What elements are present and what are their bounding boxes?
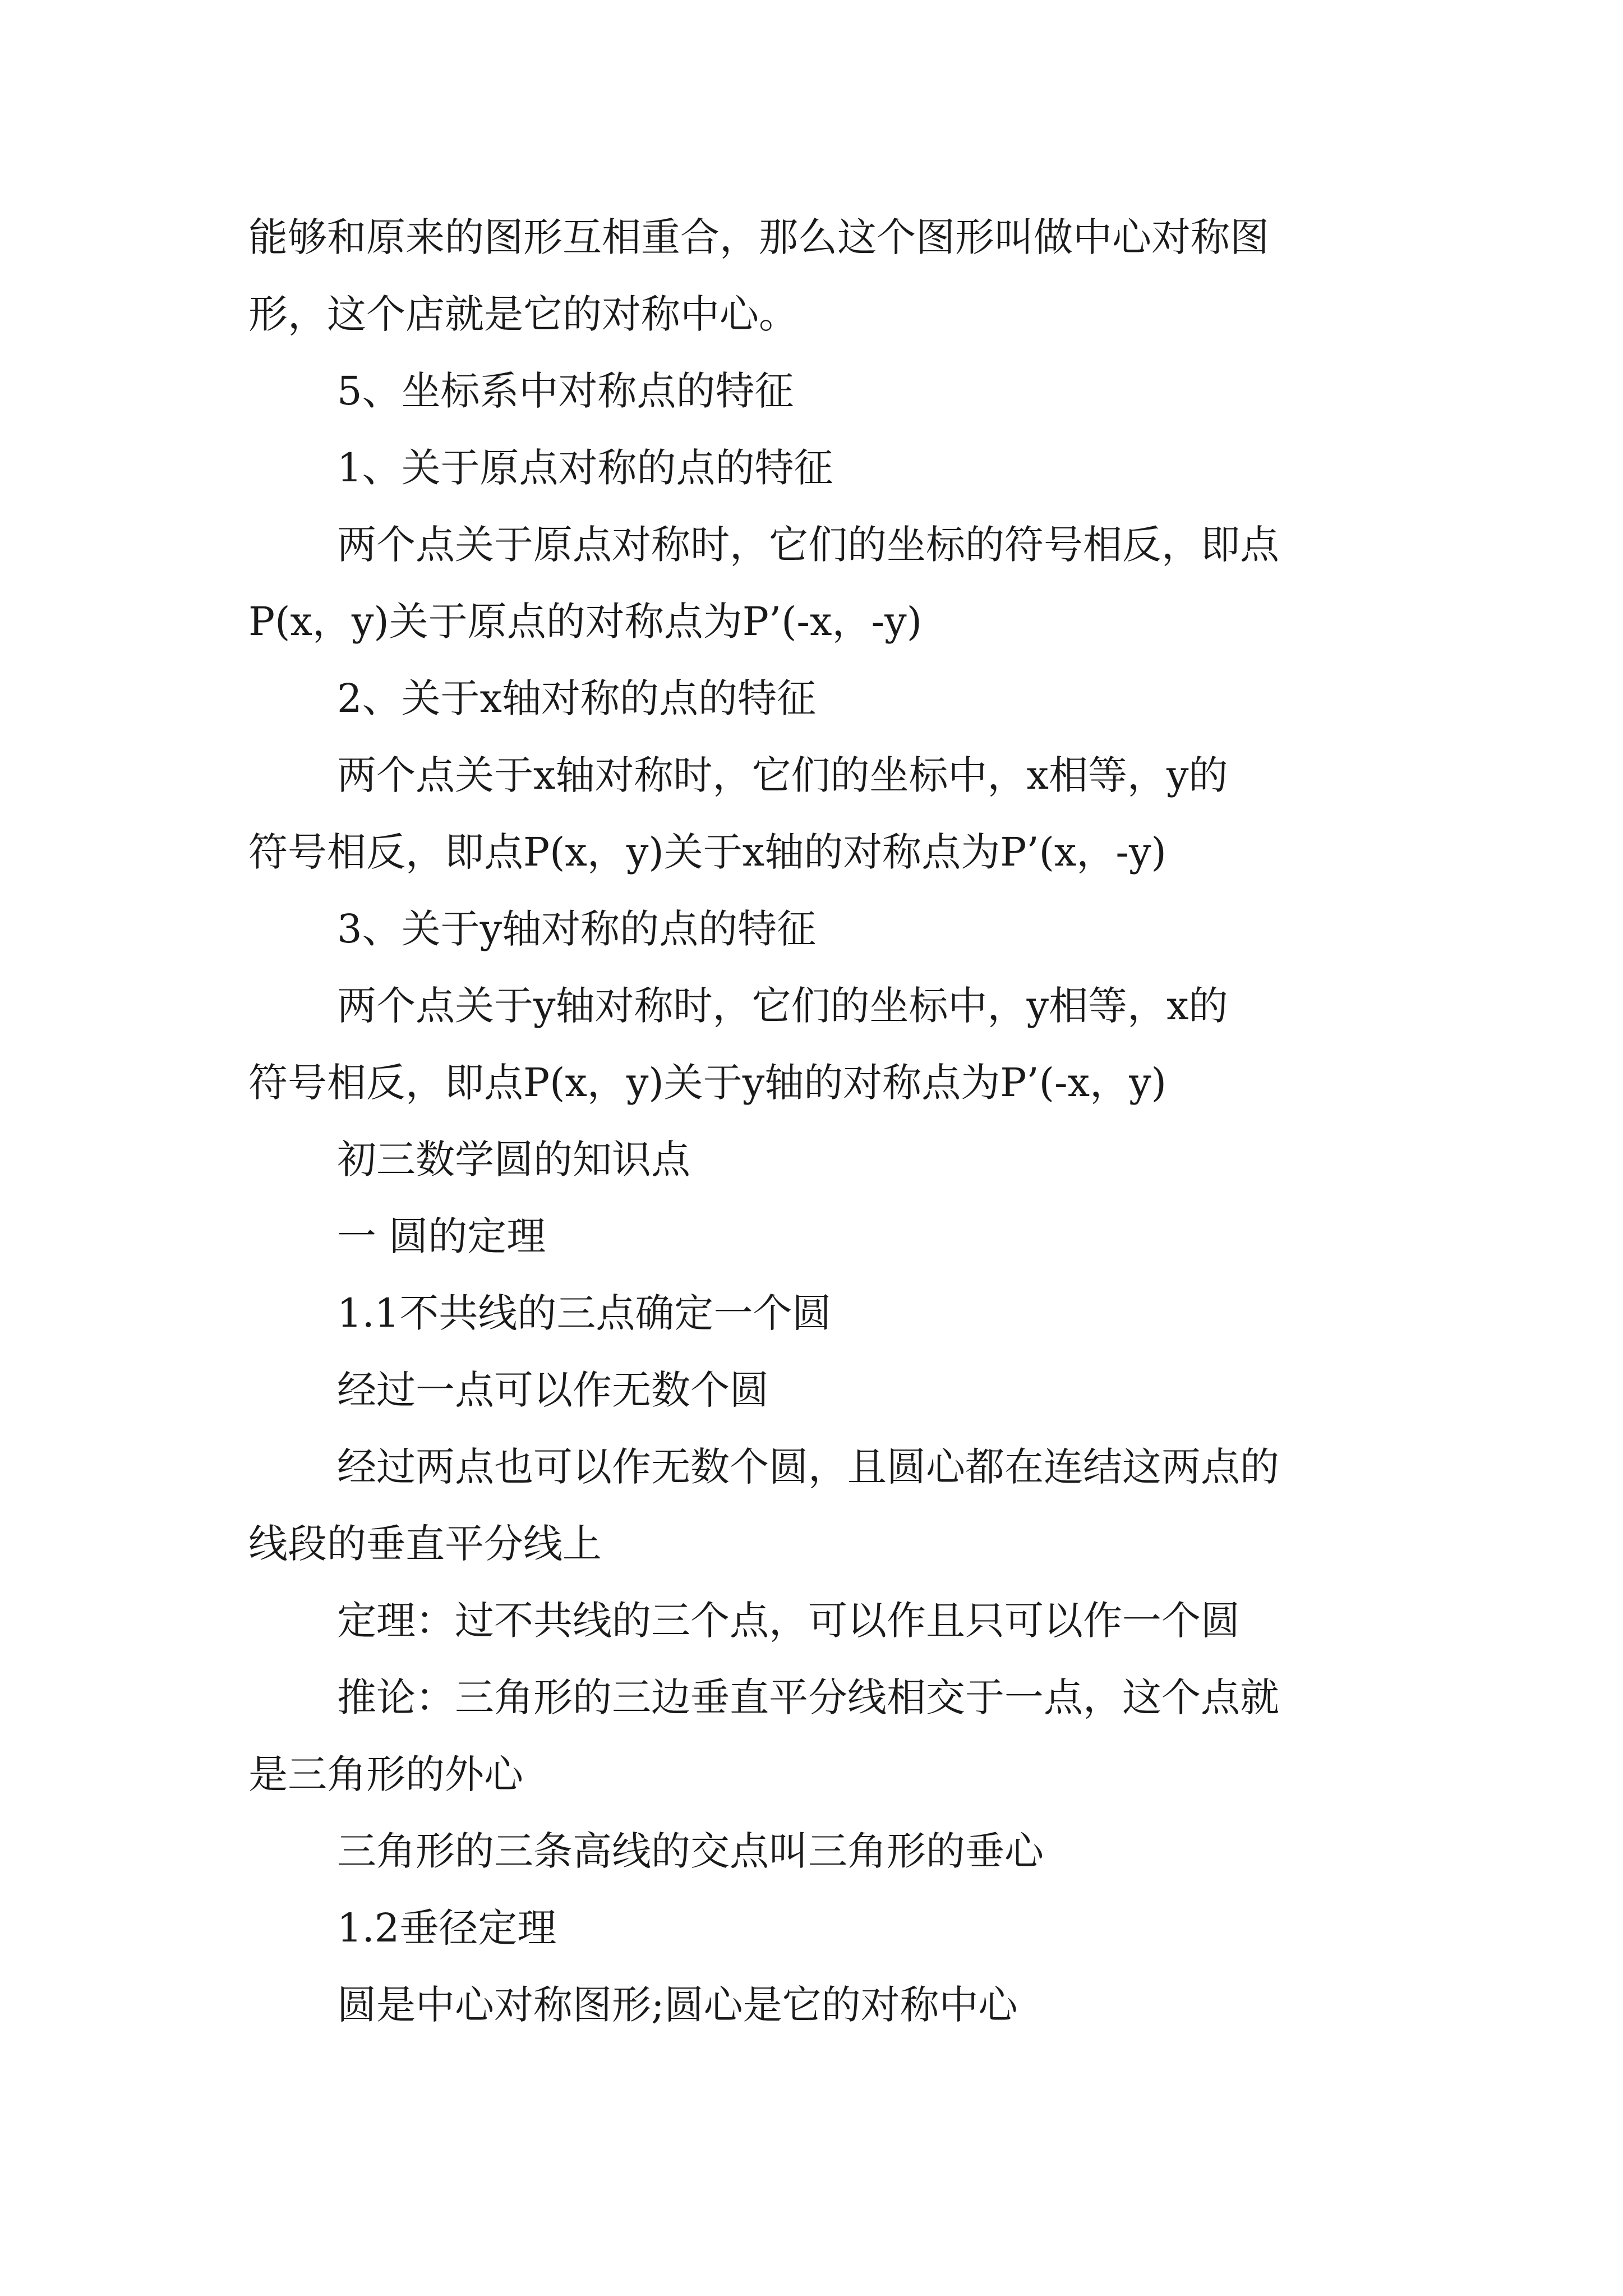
text-line: 1.2垂径定理 [337, 1905, 557, 1951]
text-line: 1.1不共线的三点确定一个圆 [337, 1290, 832, 1336]
text-line: 经过一点可以作无数个圆 [337, 1367, 769, 1413]
text-line: 能够和原来的图形互相重合，那么这个图形叫做中心对称图 [248, 214, 1269, 260]
text-line: 两个点关于x轴对称时，它们的坐标中，x相等，y的 [337, 752, 1228, 798]
text-line: 两个点关于y轴对称时，它们的坐标中，y相等，x的 [337, 983, 1228, 1029]
text-line: 线段的垂直平分线上 [248, 1521, 602, 1567]
text-line: 一 圆的定理 [337, 1213, 546, 1259]
text-line: 定理：过不共线的三个点，可以作且只可以作一个圆 [337, 1598, 1240, 1644]
text-line: 形，这个店就是它的对称中心。 [248, 291, 798, 337]
text-line: 2、关于x轴对称的点的特征 [337, 675, 817, 721]
text-line: 符号相反，即点P(x，y)关于x轴的对称点为P’(x，-y) [248, 829, 1166, 875]
text-line: 两个点关于原点对称时，它们的坐标的符号相反，即点 [337, 522, 1279, 568]
text-line: 符号相反，即点P(x，y)关于y轴的对称点为P’(-x，y) [248, 1060, 1166, 1106]
text-line: 三角形的三条高线的交点叫三角形的垂心 [337, 1828, 1044, 1874]
text-line: 5、坐标系中对称点的特征 [337, 368, 794, 414]
text-line: 初三数学圆的知识点 [337, 1137, 690, 1182]
text-line: 1、关于原点对称的点的特征 [337, 445, 833, 491]
text-line: 圆是中心对称图形;圆心是它的对称中心 [337, 1982, 1018, 2028]
text-line: 是三角形的外心 [248, 1751, 523, 1797]
text-line: P(x，y)关于原点的对称点为P’(-x，-y) [248, 599, 923, 645]
text-line: 推论：三角形的三边垂直平分线相交于一点，这个点就 [337, 1674, 1279, 1720]
text-line: 经过两点也可以作无数个圆，且圆心都在连结这两点的 [337, 1444, 1279, 1490]
text-line: 3、关于y轴对称的点的特征 [337, 906, 817, 952]
